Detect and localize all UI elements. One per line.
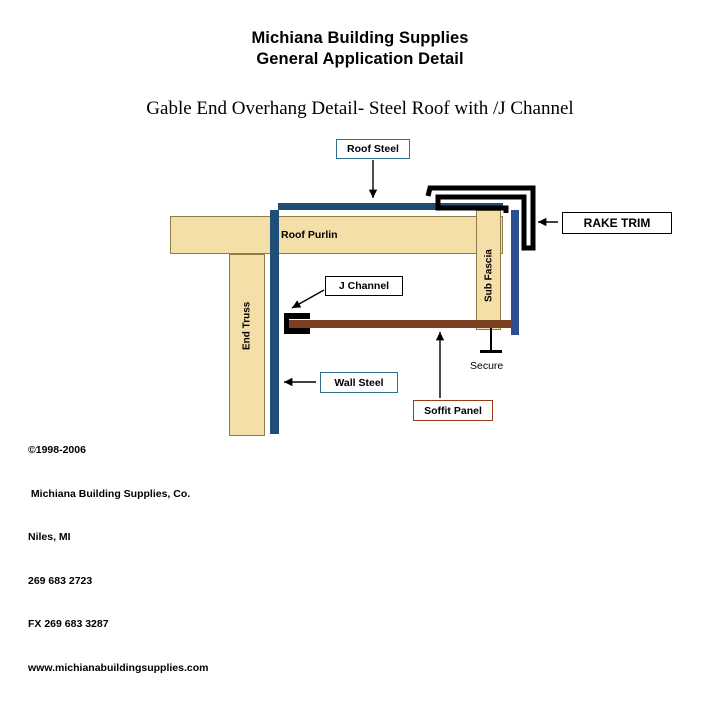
- roof-purlin-label: Roof Purlin: [281, 229, 338, 241]
- end-truss-label: End Truss: [241, 301, 253, 351]
- company-title: Michiana Building Supplies: [251, 29, 469, 47]
- sub-fascia-label: Sub Fascia: [483, 249, 495, 303]
- callout-wall-steel-label: Wall Steel: [334, 376, 384, 389]
- copyright-line-3: Niles, MI: [28, 531, 71, 543]
- callout-rake-trim-label: RAKE TRIM: [583, 216, 651, 230]
- copyright-line-4: 269 683 2723: [28, 574, 93, 587]
- detail-subtitle: Gable End Overhang Detail- Steel Roof with /J Channel: [146, 98, 574, 119]
- leader-j-channel: [292, 290, 324, 308]
- copyright-line-1: ©1998-2006: [28, 444, 86, 456]
- secure-label: Secure: [470, 360, 504, 372]
- copyright-line-2: Michiana Building Supplies, Co.: [28, 487, 191, 500]
- copyright-website[interactable]: www.michianabuildingsupplies.com: [28, 661, 209, 674]
- copyright-block: [28, 414, 208, 704]
- callout-roof-steel-label: Roof Steel: [347, 143, 399, 155]
- copyright-line-5: FX 269 683 3287: [28, 618, 109, 630]
- callout-j-channel-label: J Channel: [338, 280, 390, 292]
- callout-soffit-panel-label: Soffit Panel: [424, 404, 482, 417]
- document-type-title: General Application Detail: [256, 50, 464, 68]
